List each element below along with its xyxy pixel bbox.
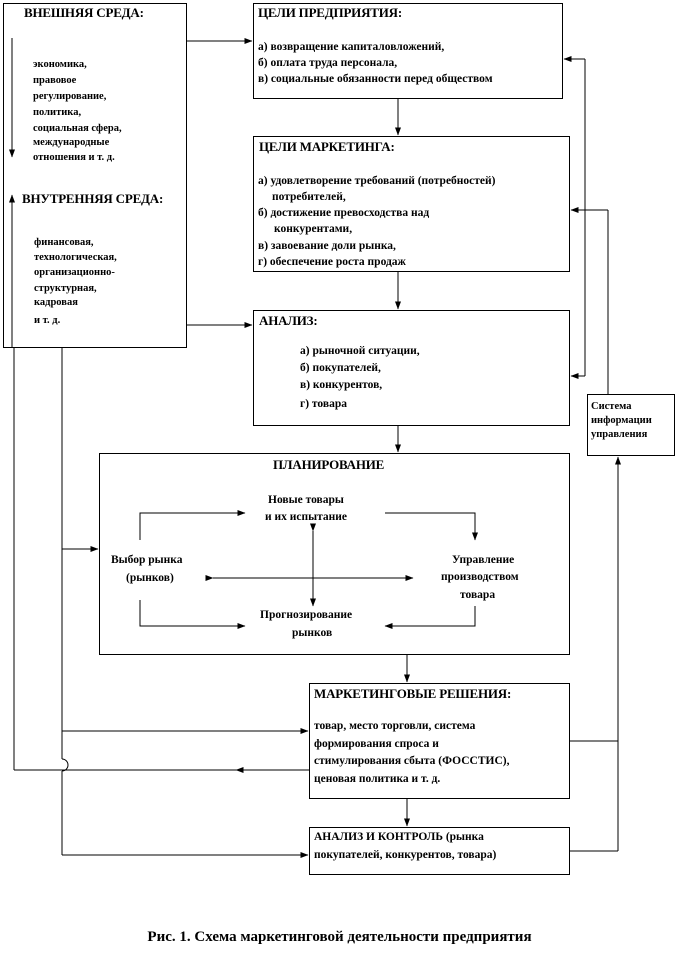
external-item: социальная сфера,: [33, 123, 122, 134]
analysis-title: АНАЛИЗ:: [259, 313, 318, 328]
decision-item: стимулирования сбыта (ФОССТИС),: [314, 755, 510, 767]
new-products-label: и их испытание: [265, 511, 347, 523]
line-crossover: [62, 759, 68, 771]
marketing-goal-item: потребителей,: [272, 191, 346, 203]
choice-to-new-arrow: [140, 513, 245, 540]
figure-caption: Рис. 1. Схема маркетинговой деятельности предприятия: [147, 929, 532, 945]
external-item: правовое: [33, 75, 77, 86]
external-item: регулирование,: [33, 91, 107, 102]
production-label: Управление: [452, 554, 515, 566]
decisions-title: МАРКЕТИНГОВЫЕ РЕШЕНИЯ:: [314, 686, 512, 701]
internal-item: технологическая,: [34, 252, 117, 263]
forecast-label: рынков: [292, 627, 333, 639]
analysis-item: б) покупателей,: [300, 362, 381, 374]
goal-item: б) оплата труда персонала,: [258, 57, 398, 69]
marketing-goal-item: б) достижение превосходства над: [258, 207, 430, 219]
analysis-item: в) конкурентов,: [300, 379, 383, 391]
internal-item: и т. д.: [34, 315, 61, 326]
new-products-label: Новые товары: [268, 494, 344, 506]
info-system-line: управления: [591, 429, 648, 440]
marketing-goal-item: в) завоевание доли рынка,: [258, 240, 396, 252]
internal-item: структурная,: [34, 283, 97, 294]
external-item: отношения и т. д.: [33, 152, 115, 163]
goal-item: а) возвращение капиталовложений,: [258, 41, 445, 53]
internal-item: организационно-: [34, 267, 115, 278]
marketing-goals-title: ЦЕЛИ МАРКЕТИНГА:: [259, 139, 395, 154]
external-item: экономика,: [33, 59, 87, 70]
control-line: покупателей, конкурентов, товара): [314, 849, 497, 861]
control-line: АНАЛИЗ И КОНТРОЛЬ (рынка: [314, 831, 484, 843]
info-system-line: информации: [591, 415, 652, 426]
external-env-title: ВНЕШНЯЯ СРЕДА:: [24, 5, 144, 20]
analysis-item: а) рыночной ситуации,: [300, 345, 420, 357]
production-to-forecast-arrow: [385, 606, 475, 626]
marketing-goal-item: а) удовлетворение требований (потребностей): [258, 175, 496, 187]
decision-item: ценовая политика и т. д.: [314, 773, 441, 785]
production-label: товара: [460, 589, 496, 601]
market-choice-label: (рынков): [126, 572, 174, 584]
decision-item: формирования спроса и: [314, 738, 439, 750]
planning-title: ПЛАНИРОВАНИЕ: [273, 457, 385, 472]
marketing-goal-item: г) обеспечение роста продаж: [258, 256, 406, 268]
external-item: политика,: [33, 107, 82, 118]
production-label: производством: [441, 571, 519, 583]
internal-env-title: ВНУТРЕННЯЯ СРЕДА:: [22, 191, 164, 206]
market-choice-label: Выбор рынка: [111, 554, 183, 566]
info-system-line: Система: [591, 401, 632, 412]
internal-item: финансовая,: [34, 237, 94, 248]
forecast-label: Прогнозирование: [260, 609, 353, 621]
enterprise-goals-title: ЦЕЛИ ПРЕДПРИЯТИЯ:: [258, 5, 402, 20]
external-item: международные: [33, 137, 110, 148]
goal-item: в) социальные обязанности перед обществом: [258, 73, 493, 85]
marketing-goal-item: конкурентами,: [274, 223, 353, 235]
analysis-item: г) товара: [300, 398, 347, 410]
new-to-production-arrow: [385, 513, 475, 540]
decision-item: товар, место торговли, система: [314, 720, 476, 732]
internal-item: кадровая: [34, 297, 78, 308]
choice-to-forecast-arrow: [140, 600, 245, 626]
